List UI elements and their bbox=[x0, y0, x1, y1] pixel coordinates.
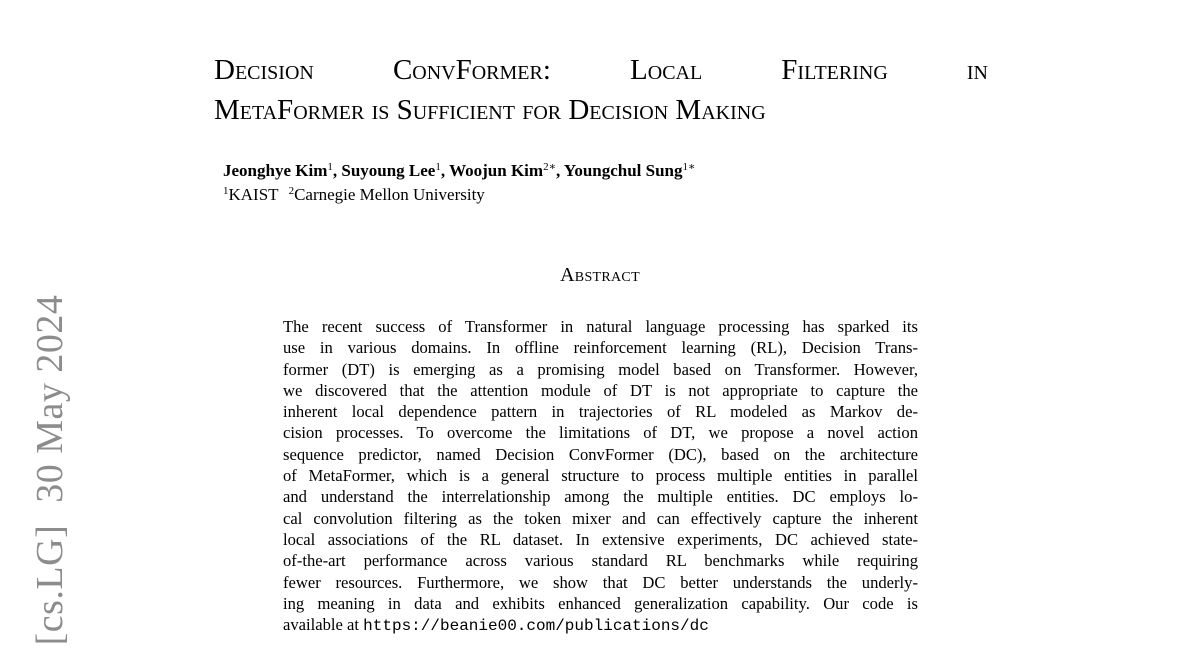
abstract-line: local associations of the RL dataset. In extensive experiments, DC achieved state- bbox=[283, 529, 918, 549]
abstract-line: fewer resources. Furthermore, we show that DC better understands the underly- bbox=[283, 572, 918, 592]
paper-title-line-1: Decision ConvFormer: Local Filtering in bbox=[214, 54, 988, 86]
abstract-line: inherent local dependence pattern in trajectories of RL modeled as Markov de- bbox=[283, 402, 918, 422]
abstract-last-line bbox=[283, 614, 918, 635]
paper-title bbox=[214, 50, 988, 130]
arxiv-stamp bbox=[28, 295, 72, 646]
affiliation-name: KAIST bbox=[228, 185, 279, 204]
abstract-line: former (DT) is emerging as a promising model based on Transformer. However, bbox=[283, 359, 918, 379]
abstract-body bbox=[283, 316, 918, 635]
code-url-link[interactable]: https://beanie00.com/publications/dc bbox=[363, 617, 709, 636]
abstract-line: we discovered that the attention module of DT is not appropriate to capture the bbox=[283, 380, 918, 400]
abstract-line: of MetaFormer, which is a general structure to process multiple entities in parallel bbox=[283, 466, 918, 486]
abstract-heading: Abstract bbox=[560, 264, 640, 286]
author-name: Jeonghye Kim bbox=[223, 161, 328, 180]
abstract-line-prefix: available at bbox=[283, 615, 360, 635]
abstract-line: cal convolution filtering as the token mixer and can effectively capture the inherent bbox=[283, 508, 918, 528]
author-name: Suyoung Lee bbox=[341, 161, 436, 180]
arxiv-category: [cs.LG] bbox=[29, 524, 71, 646]
author-name: Woojun Kim bbox=[449, 161, 544, 180]
paper-title-line-2: MetaFormer is Sufficient for Decision Making bbox=[214, 94, 766, 126]
abstract-line: use in various domains. In offline reinforcement learning (RL), Decision Trans- bbox=[283, 338, 918, 358]
abstract-line: sequence predictor, named Decision ConvFormer (DC), based on the architecture bbox=[283, 444, 918, 464]
author-list: Jeonghye Kim$^1$, Suyoung Lee$^1$, Woojun Kim$^{2∗}$, Youngchul Sung$^{1∗}$ bbox=[223, 161, 696, 180]
affiliation-list bbox=[223, 184, 485, 206]
arxiv-date: 30 May 2024 bbox=[29, 294, 71, 503]
author-name: Youngchul Sung bbox=[563, 161, 683, 180]
author-affiliation-mark: 1 bbox=[327, 161, 333, 173]
abstract-line: of-the-art performance across various standard RL benchmarks while requiring bbox=[283, 551, 918, 571]
author-affiliation-mark: 2∗ bbox=[543, 161, 557, 173]
abstract-line: and understand the interrelationship among the multiple entities. DC employs lo- bbox=[283, 487, 918, 507]
abstract-line: cision processes. To overcome the limitations of DT, we propose a novel action bbox=[283, 423, 918, 443]
abstract-line: ing meaning in data and exhibits enhanced generalization capability. Our code is bbox=[283, 593, 918, 613]
author-affiliation-mark: 1∗ bbox=[682, 161, 696, 173]
affiliation-mark: 2 bbox=[288, 185, 295, 197]
affiliation-name: Carnegie Mellon University bbox=[294, 185, 485, 204]
author-affiliation-mark: 1 bbox=[435, 161, 441, 173]
abstract-line: The recent success of Transformer in natural language processing has sparked its bbox=[283, 317, 918, 336]
affiliation-mark: 1 bbox=[223, 185, 229, 197]
